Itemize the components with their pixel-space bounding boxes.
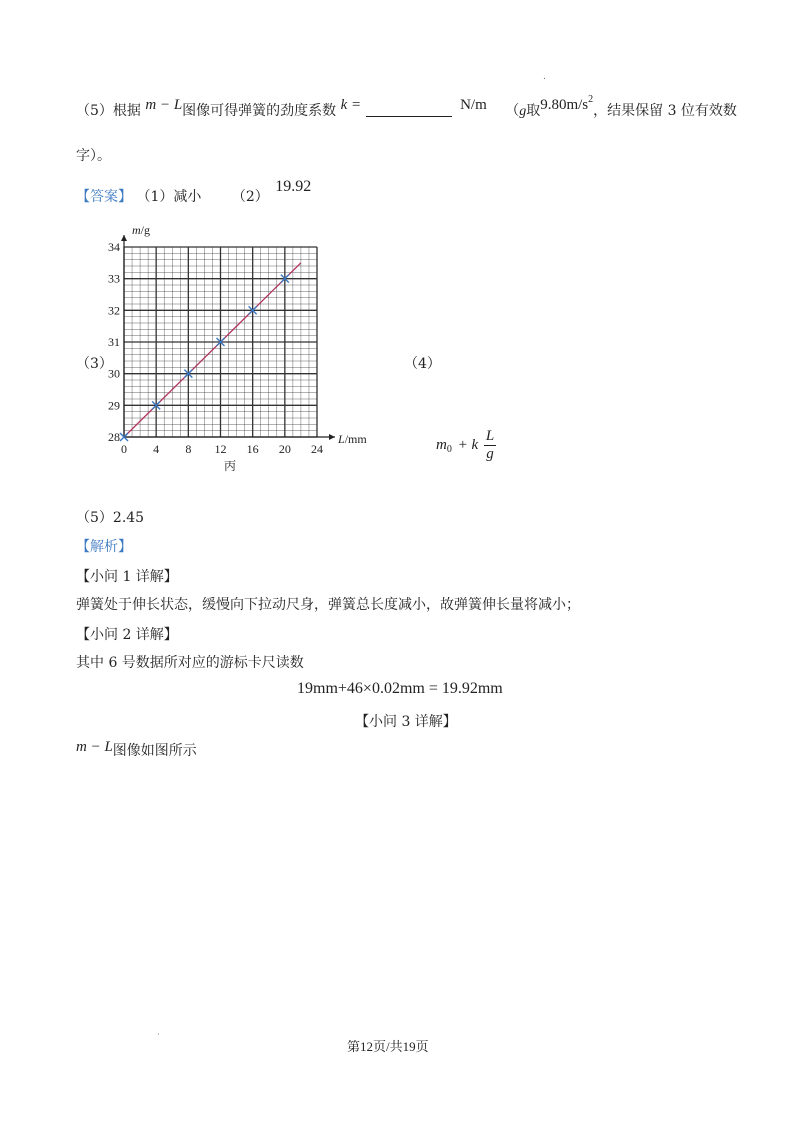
qu-text: 取 [526, 103, 541, 119]
answer-2-label: （2） [231, 189, 269, 205]
question-5-line1 [76, 94, 737, 120]
answer-4-formula: $m_0 + k$ $\frac{L}{g}$ [436, 428, 495, 462]
subq2-equation: 19mm+46×0.02mm = 19.92mm [297, 680, 503, 697]
answer-tag: 【答案】 [76, 189, 132, 205]
bottom-mark: · [157, 1030, 160, 1040]
x-axis-arrow [329, 434, 335, 440]
x-tick-label: 0 [121, 442, 127, 456]
subq3-ml: m − L [76, 739, 113, 755]
page-footer: 第12页/共19页 [347, 1039, 429, 1054]
answer-1: （1）减小 [136, 189, 202, 205]
question-number: （5） [76, 103, 113, 119]
x-tick-label: 8 [185, 442, 192, 456]
y-tick-label: 30 [108, 366, 120, 381]
x-tick-label: 24 [311, 442, 323, 456]
x-tick-label: 4 [153, 442, 160, 456]
analysis-tag: 【解析】 [76, 539, 132, 555]
answer-blank [366, 102, 452, 117]
m-l-expression: m − L [145, 97, 183, 113]
answer-3: （3） [76, 356, 113, 372]
y-tick-label: 29 [108, 398, 120, 413]
x-tick-label: 12 [214, 442, 227, 456]
subq2-heading: 【小问 2 详解】 [76, 627, 178, 643]
subq3-text: 图像如图所示 [112, 743, 197, 759]
question-post: ，结果保留 3 位有效数 [593, 103, 737, 119]
question-5-line2: 字）。 [76, 148, 111, 164]
x-tick-label: 16 [246, 442, 259, 456]
m-l-graph [100, 222, 367, 477]
subq1-text: 弹簧处于伸长状态，缓慢向下拉动尺身，弹簧总长度减小，故弹簧伸长量将减小； [76, 597, 580, 613]
subq3-heading: 【小问 3 详解】 [355, 714, 457, 730]
y-tick-label: 34 [108, 240, 120, 254]
question-pre: 根据 [112, 103, 141, 119]
y-tick-label: 28 [108, 430, 120, 444]
answer-5: （5）2.45 [76, 510, 145, 526]
unit-nm: N/m [460, 97, 487, 113]
answer-row [76, 178, 312, 206]
question-mid: 图像可得弹簧的劲度系数 [182, 103, 337, 119]
k-equals: k = [340, 97, 362, 113]
x-axis-label: L/mm [338, 432, 367, 446]
paren-open: （ [505, 103, 520, 119]
answer-2-value: 19.92 [275, 178, 312, 195]
top-mark: . [543, 72, 546, 82]
subq3-line [76, 740, 197, 760]
y-tick-label: 31 [108, 335, 120, 349]
answer-4: （4） [404, 356, 441, 372]
y-tick-label: 32 [108, 303, 120, 318]
subq2-text: 其中 6 号数据所对应的游标卡尺读数 [76, 655, 304, 671]
y-axis-arrow [121, 235, 127, 241]
y-tick-label: 33 [108, 271, 120, 286]
g-value: $9.80m/s^2$ [540, 94, 594, 113]
graph-caption: 丙 [224, 459, 237, 473]
x-tick-label: 20 [278, 442, 291, 456]
g-symbol: g [519, 104, 527, 119]
y-axis-label: m/g [132, 223, 151, 237]
subq1-heading: 【小问 1 详解】 [76, 569, 178, 585]
